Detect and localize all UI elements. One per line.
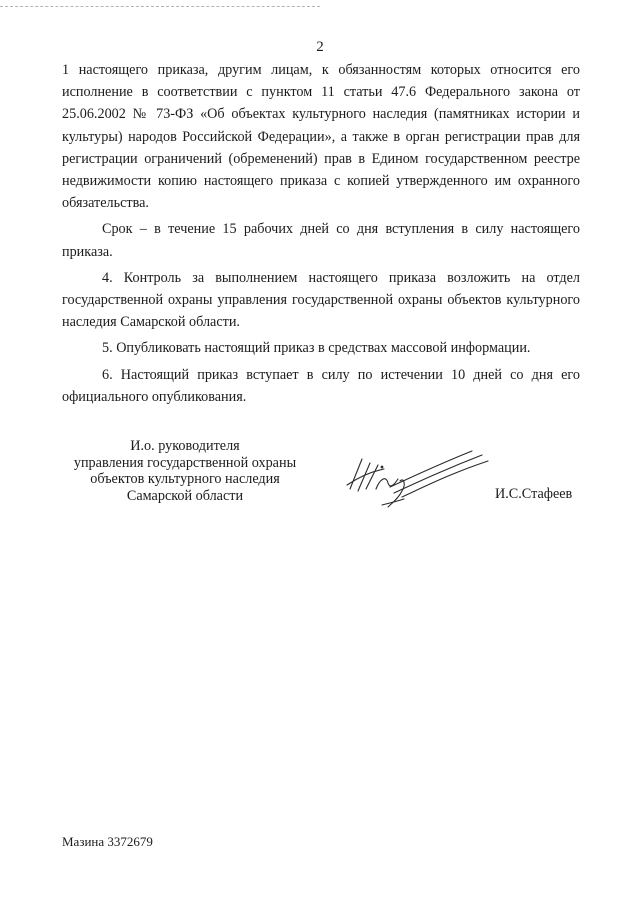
paragraph-item-5: 5. Опубликовать настоящий приказ в средствах массовой информации. bbox=[102, 340, 531, 357]
document-body bbox=[62, 59, 580, 412]
signer-position-line: Самарской области bbox=[126, 487, 244, 504]
paragraph-deadline: Срок – в течение 15 рабочих дней со дня вступления в силу настоящего приказа. bbox=[62, 221, 580, 260]
top-edge-dashes bbox=[0, 6, 320, 7]
signer-position-line: управления государственной охраны bbox=[73, 454, 297, 471]
signer-position-line: объектов культурного наследия bbox=[90, 471, 280, 487]
signer-name: И.С.Стафеев bbox=[495, 486, 573, 502]
signer-position-line: И.о. руководителя bbox=[130, 438, 240, 454]
paragraph-item-6: 6. Настоящий приказ вступает в силу по истечении 10 дней со дня его официального опубликования. bbox=[62, 366, 580, 405]
handwritten-signature bbox=[342, 445, 492, 515]
paragraph-continuation: 1 настоящего приказа, другим лицам, к обязанностям которых относится его исполнение в соответствии с пунктом 11 статьи 47.6 Федерального закона от 25.06.2002 № 73-ФЗ «Об объектах культурного наследия (памятниках истории и культуры) народов Российской Федерации», а также в орган регистрации прав для регистрации ограничений (обременений) прав в Едином государственном реестре недвижимости копию настоящего приказа с копией утвержденного им охранного обязательства. bbox=[62, 62, 580, 212]
paragraph-item-4: 4. Контроль за выполнением настоящего приказа возложить на отдел государственной охраны управления государственной охраны объектов культурного наследия Самарской области. bbox=[62, 269, 580, 331]
signer-position bbox=[60, 438, 310, 504]
executor-contact: Мазина 3372679 bbox=[62, 834, 153, 849]
page-number: 2 bbox=[316, 39, 324, 55]
